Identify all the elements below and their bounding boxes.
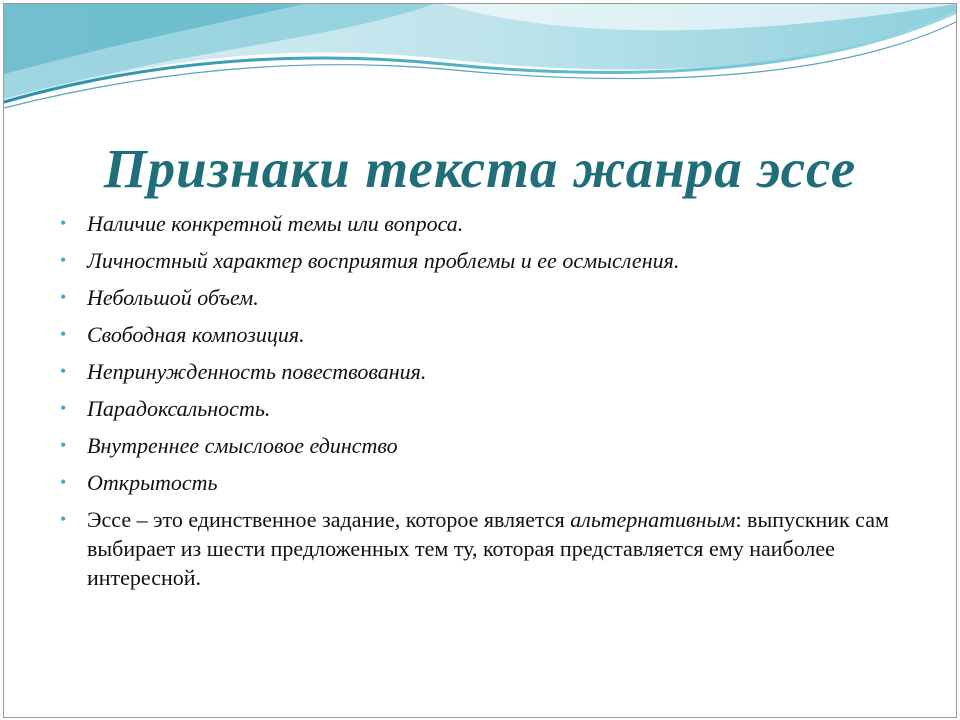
essay-note-before: Эссе – это единственное задание, которое является xyxy=(87,507,571,532)
list-item xyxy=(56,283,916,312)
wave-decoration xyxy=(4,4,956,124)
bullet-dot-icon: • xyxy=(60,435,67,455)
list-item-text: Непринужденность повествования. xyxy=(87,359,427,384)
list-item xyxy=(56,431,916,460)
list-item xyxy=(56,394,916,423)
list-item xyxy=(56,320,916,349)
list-item xyxy=(56,357,916,386)
essay-note-after: : выпускник сам выбирает из шести предложенных тем ту, которая представляется ему наиболее интересной. xyxy=(87,507,889,590)
list-item xyxy=(56,209,916,238)
list-item-text: Внутреннее смысловое единство xyxy=(87,433,398,458)
list-item-essay-note xyxy=(56,505,916,592)
bullet-dot-icon: • xyxy=(60,472,67,492)
bullet-dot-icon: • xyxy=(60,324,67,344)
essay-note-emphasis: альтернативным xyxy=(570,507,736,532)
bullet-dot-icon: • xyxy=(60,287,67,307)
list-item xyxy=(56,246,916,275)
bullet-dot-icon: • xyxy=(60,213,67,233)
list-item-text: Наличие конкретной темы или вопроса. xyxy=(87,211,464,236)
bullet-dot-icon: • xyxy=(60,250,67,270)
slide xyxy=(3,3,957,718)
list-item-text: Свободная композиция. xyxy=(87,322,305,347)
list-item-text: Личностный характер восприятия проблемы и ее осмысления. xyxy=(87,248,680,273)
bullet-dot-icon: • xyxy=(60,398,67,418)
bullet-dot-icon: • xyxy=(60,509,67,529)
slide-title: Признаки текста жанра эссе xyxy=(103,138,857,199)
bullet-dot-icon: • xyxy=(60,361,67,381)
list-item-text: Открытость xyxy=(87,470,218,495)
list-item-text: Парадоксальность. xyxy=(87,396,271,421)
list-item-text: Небольшой объем. xyxy=(87,285,259,310)
bullet-list xyxy=(56,209,916,600)
list-item xyxy=(56,468,916,497)
